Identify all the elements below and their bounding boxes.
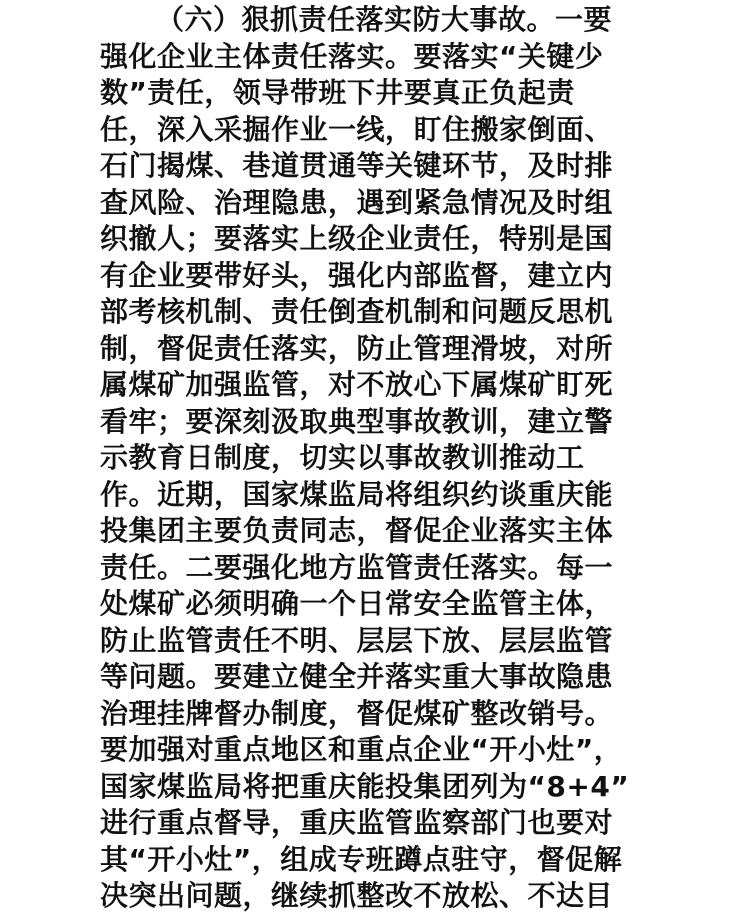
text-line: 属煤矿加强监管，对不放心下属煤矿盯死 [100, 368, 614, 401]
text-line: 投集团主要负责同志，督促企业落实主体 [100, 514, 614, 547]
text-line: 强化企业主体责任落实。要落实“关键少 [100, 39, 604, 73]
text-line: 处煤矿必须明确一个日常安全监管主体， [100, 587, 614, 620]
text-line: 看牢；要深刻汲取典型事故教训，建立警 [100, 404, 614, 438]
text-line: 防止监管责任不明、层层下放、层层监管 [100, 623, 614, 657]
text-line: 数”责任，领导带班下井要真正负起责 [100, 76, 575, 109]
text-line: 要加强对重点地区和重点企业“开小灶”， [100, 733, 623, 766]
text-line: 示教育日制度，切实以事故教训推动工 [100, 441, 585, 474]
text-line: 责任。二要强化地方监管责任落实。每一 [100, 550, 614, 584]
text-line: 作。近期，国家煤监局将组织约谈重庆能 [100, 477, 614, 511]
text-line: 织撤人；要落实上级企业责任，特别是国 [100, 222, 614, 255]
text-line: 任，深入采掘作业一线，盯住搬家倒面、 [100, 112, 614, 146]
text-line: 查风险、治理隐患，遇到紧急情况及时组 [100, 185, 614, 219]
text-line: 有企业要带好头，强化内部监督，建立内 [100, 258, 614, 292]
text-line: 部考核机制、责任倒查机制和问题反思机 [100, 295, 614, 328]
text-line: 石门揭煤、巷道贯通等关键环节，及时排 [100, 149, 614, 182]
text-line: 治理挂牌督办制度，督促煤矿整改销号。 [100, 696, 614, 730]
text-line: 等问题。要建立健全并落实重大事故隐患 [100, 660, 614, 693]
text-line: 国家煤监局将把重庆能投集团列为“8+4” [100, 769, 630, 803]
text-line: 进行重点督导，重庆监管监察部门也要对 [100, 806, 614, 839]
body-paragraph [100, 2, 660, 915]
text-line: 其“开小灶”，组成专班蹲点驻守，督促解 [100, 842, 623, 876]
text-line: 决突出问题，继续抓整改不放松、不达目 [100, 879, 614, 912]
text-line: （六）狠抓责任落实防大事故。一要 [156, 3, 613, 36]
text-line: 制，督促责任落实，防止管理滑坡，对所 [100, 331, 614, 365]
